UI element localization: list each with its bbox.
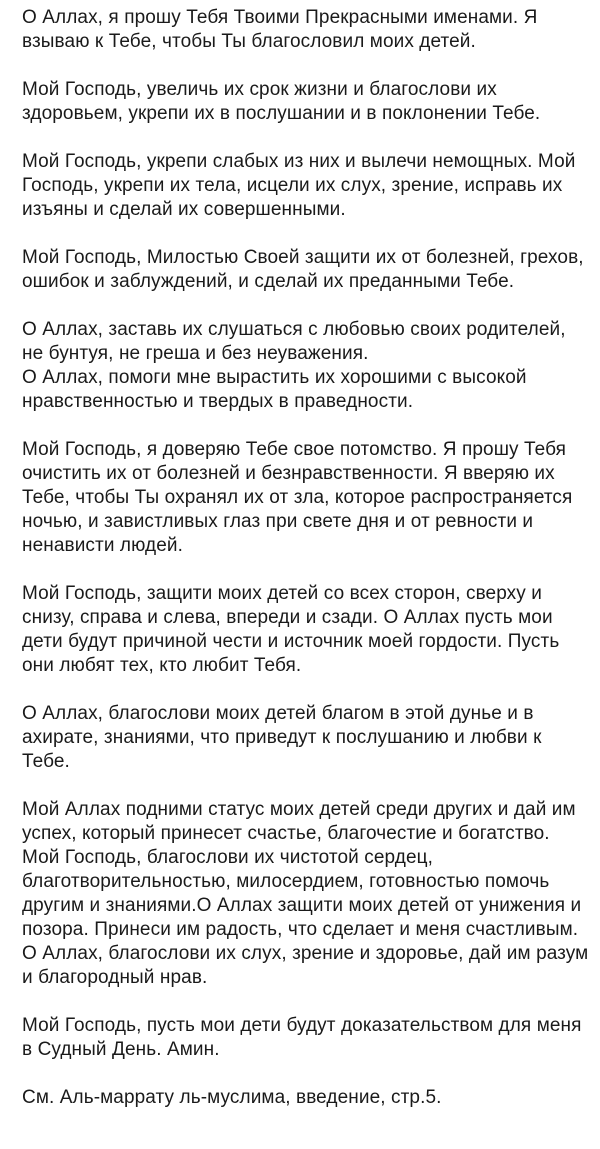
paragraph-8: Мой Господь, защити моих детей со всех сторон, сверху и снизу, справа и слева, впереди и сзади. О Аллах пусть мои дети будут причиной чести и источник моей гордости. Пусть они любят тех, кто любит Тебя. [22,583,560,676]
document-body [22,6,592,1110]
paragraph-9: О Аллах, благослови моих детей благом в этой дунье и в ахирате, знаниями, что приведут к послушанию и любви к Тебе. [22,703,542,772]
paragraph-12: Мой Господь, пусть мои дети будут доказательством для меня в Судный День. Амин. [22,1015,582,1060]
paragraph-7: Мой Господь, я доверяю Тебе свое потомство. Я прошу Тебя очистить их от болезней и безнравственности. Я вверяю их Тебе, чтобы Ты охранял их от зла, которое распространяется ночью, и завистливых глаз при свете дня и от ревности и ненависти людей. [22,439,573,556]
paragraph-11: Мой Господь, благослови их чистотой сердец, благотворительностью, милосердием, готовностью помочь другим и знаниями.О Аллах защити моих детей от унижения и позора. Принеси им радость, что сделает и меня счастливым. О Аллах, благослови их слух, зрение и здоровье, дай им разум и благородный нрав. [22,847,589,988]
paragraph-1: О Аллах, я прошу Тебя Твоими Прекрасными именами. Я взываю к Тебе, чтобы Ты благословил моих детей. [22,7,538,52]
paragraph-6: О Аллах, помоги мне вырастить их хорошими с высокой нравственностью и твердых в праведности. [22,367,527,412]
source-citation: См. Аль-маррату ль-муслима, введение, стр.5. [22,1087,442,1108]
paragraph-3: Мой Господь, укрепи слабых из них и вылечи немощных. Мой Господь, укрепи их тела, исцели их слух, зрение, исправь их изъяны и сделай их совершенными. [22,151,576,220]
paragraph-10: Мой Аллах подними статус моих детей среди других и дай им успех, который принесет счастье, благочестие и богатство. [22,799,576,844]
paragraph-5: О Аллах, заставь их слушаться с любовью своих родителей, не бунтуя, не греша и без неуважения. [22,319,566,364]
paragraph-2: Мой Господь, увеличь их срок жизни и благослови их здоровьем, укрепи их в послушании и в поклонении Тебе. [22,79,541,124]
paragraph-4: Мой Господь, Милостью Своей защити их от болезней, грехов, ошибок и заблуждений, и сделай их преданными Тебе. [22,247,584,292]
